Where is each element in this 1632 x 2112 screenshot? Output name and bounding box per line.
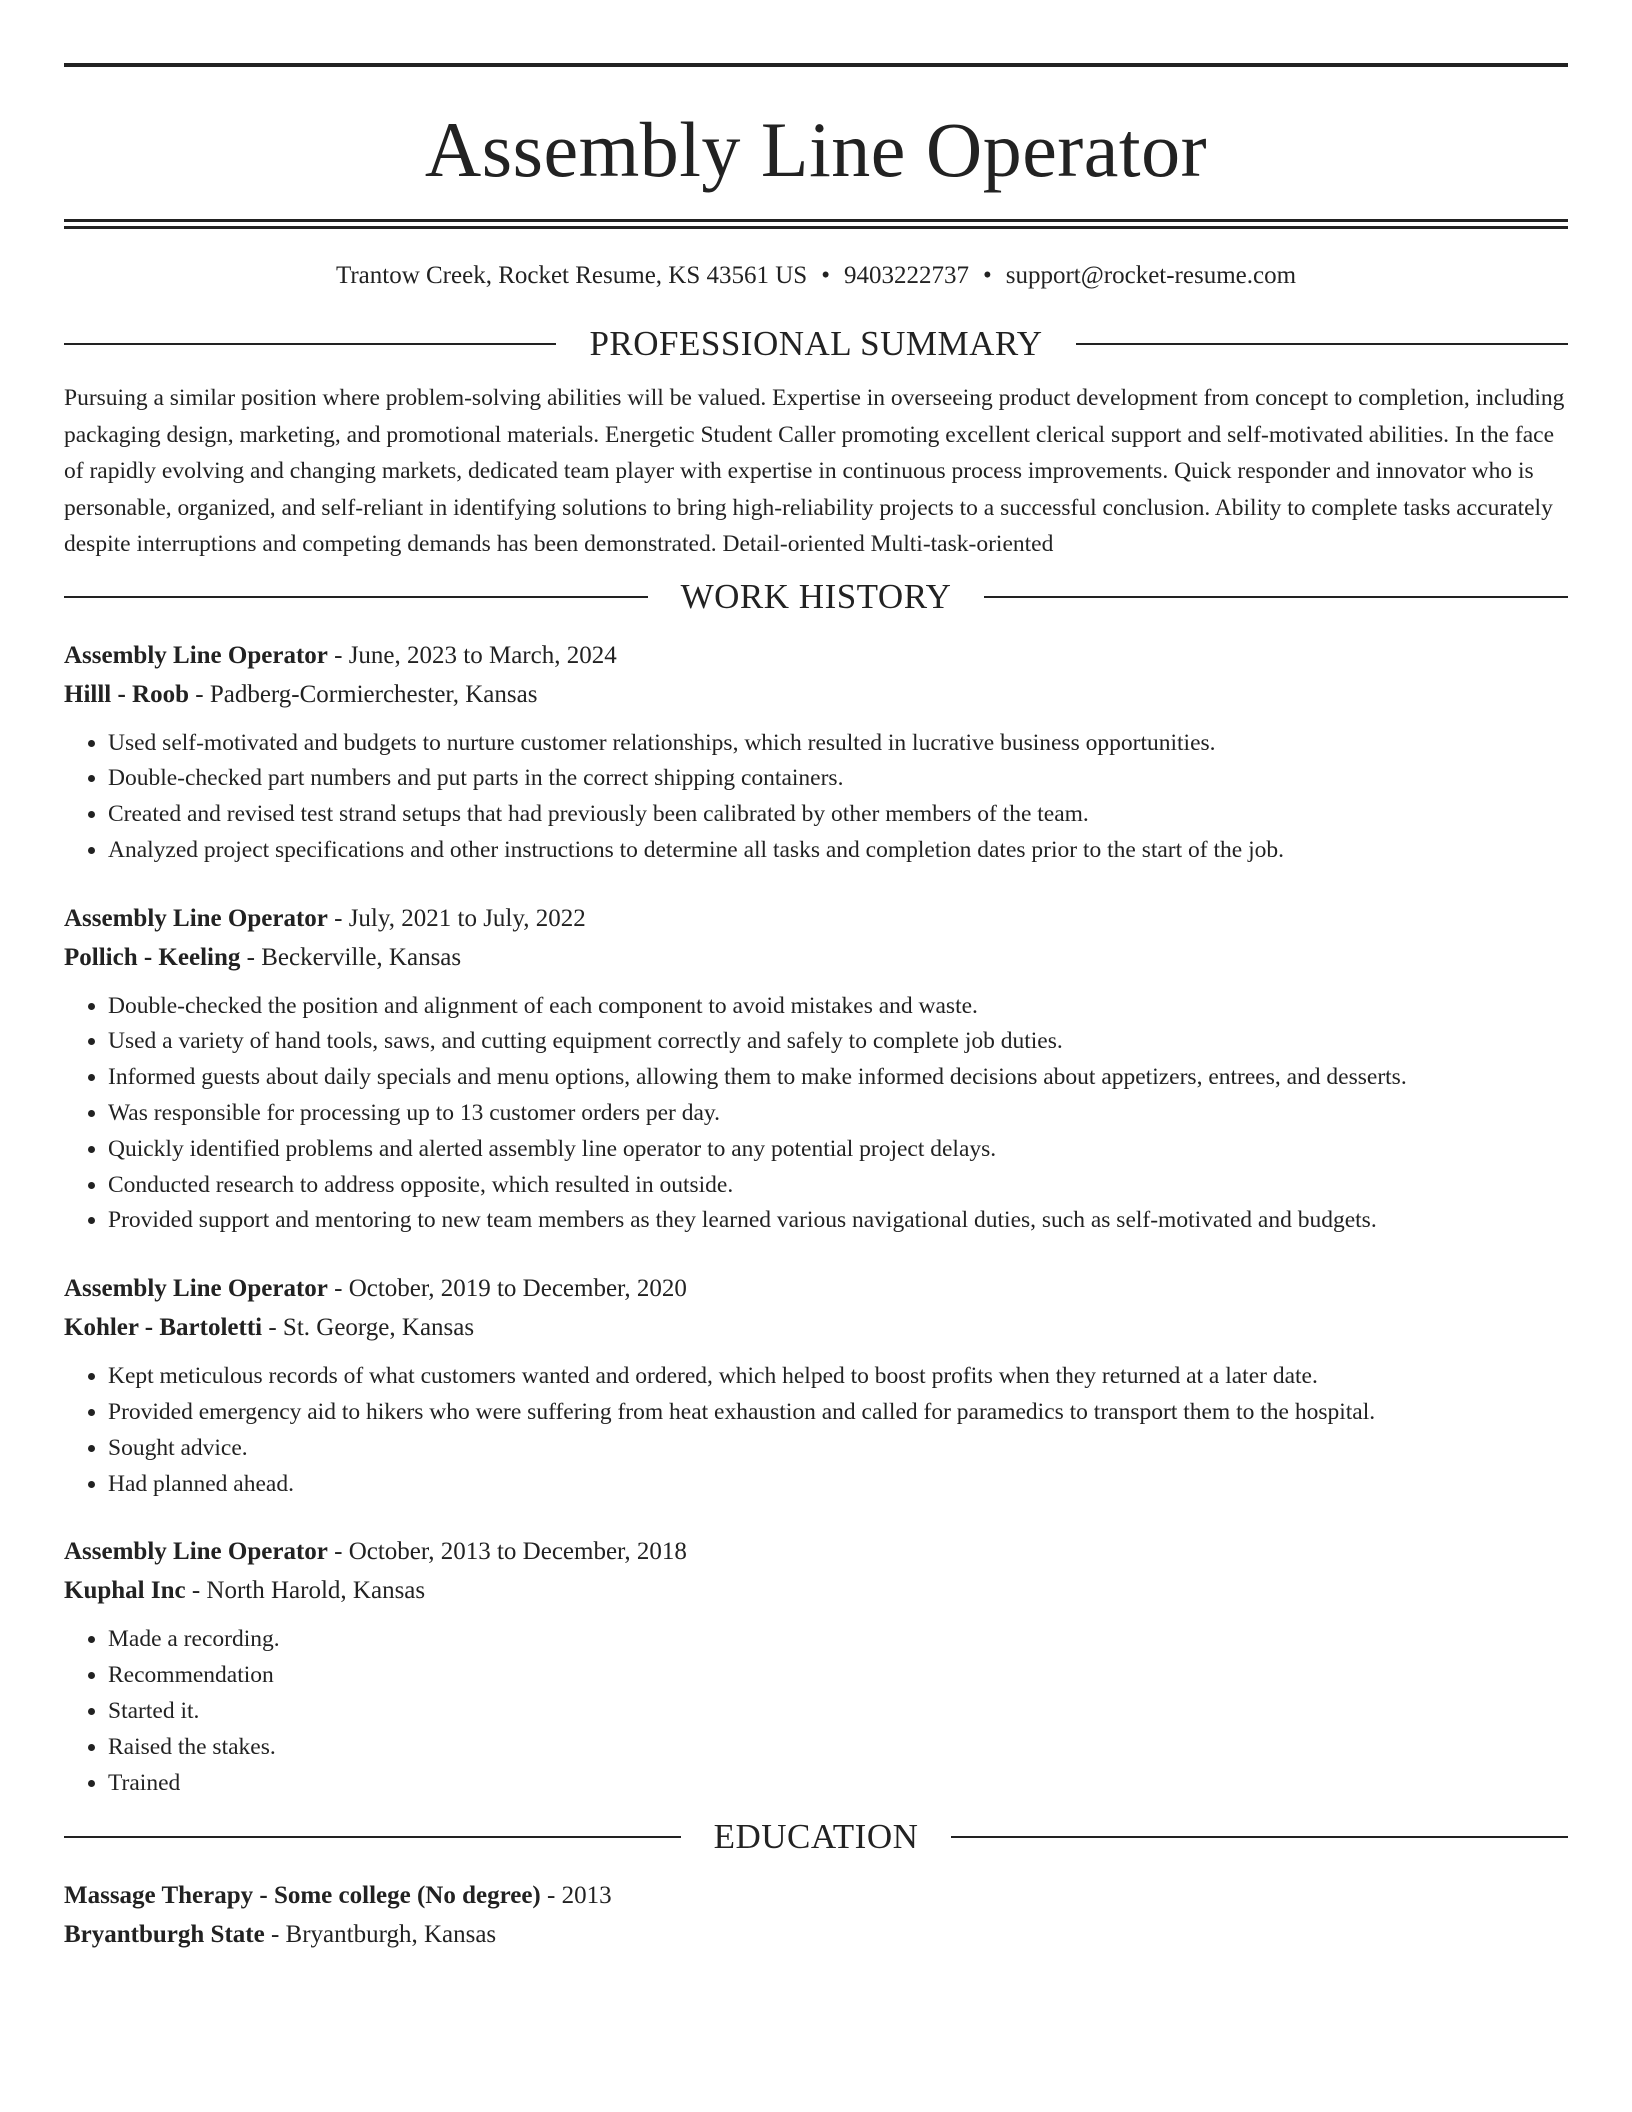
job-title: Assembly Line Operator <box>64 1275 328 1303</box>
education-degree-line <box>64 1876 1568 1915</box>
job-location: - St. George, Kansas <box>262 1314 475 1342</box>
header-top-rule <box>64 63 1568 67</box>
job-dates: - July, 2021 to July, 2022 <box>327 904 586 932</box>
job-bullet: • Provided support and mentoring to new team members as they learned various navigational duties, such as self-motivated and budgets. <box>108 1203 1568 1239</box>
job-dates: - October, 2013 to December, 2018 <box>327 1538 687 1566</box>
contact-email: support@rocket-resume.com <box>1005 262 1297 289</box>
job-bullet: • Created and revised test strand setups that had previously been calibrated by other members of the team. <box>108 797 1568 833</box>
job-location: - North Harold, Kansas <box>185 1577 426 1605</box>
job-location: - Beckerville, Kansas <box>240 943 462 971</box>
section-title-work-history: WORK HISTORY <box>680 576 952 616</box>
header-double-rule <box>64 219 1568 229</box>
job-title-line <box>64 1269 1568 1308</box>
contact-separator: • <box>982 262 992 289</box>
job-bullet: • Recommendation <box>108 1658 1568 1694</box>
resume-name-heading: Assembly Line Operator <box>424 106 1208 193</box>
section-title-summary: PROFESSIONAL SUMMARY <box>589 324 1043 363</box>
section-rule-right <box>1076 343 1568 345</box>
section-rule-right <box>984 596 1568 598</box>
job-bullet: • Used a variety of hand tools, saws, and cutting equipment correctly and safely to complete job duties. <box>108 1024 1568 1060</box>
job-company: Pollich - Keeling <box>64 943 241 971</box>
contact-phone: 9403222737 <box>843 262 969 289</box>
education-entry <box>64 1876 1568 1954</box>
job-company-line <box>64 938 1568 977</box>
job-bullet: • Had planned ahead. <box>108 1467 1568 1503</box>
education-location: - Bryantburgh, Kansas <box>264 1921 497 1949</box>
job-bullet: • Kept meticulous records of what customers wanted and ordered, which helped to boost profits when they returned at a later date. <box>108 1359 1568 1395</box>
section-rule-left <box>64 343 556 345</box>
job-bullets <box>64 726 1568 869</box>
section-header-summary <box>64 322 1568 366</box>
contact-line <box>64 260 1568 292</box>
job-bullet: • Informed guests about daily specials and menu options, allowing them to make informed decisions about appetizers, entrees, and desserts. <box>108 1060 1568 1096</box>
job-bullet: • Trained <box>108 1766 1568 1802</box>
job-entry <box>64 636 1568 869</box>
job-company: Kohler - Bartoletti <box>64 1314 263 1342</box>
job-entry <box>64 1532 1568 1801</box>
job-bullet: • Started it. <box>108 1694 1568 1730</box>
job-company-line <box>64 675 1568 714</box>
job-title-line <box>64 636 1568 675</box>
job-bullet: • Double-checked the position and alignment of each component to avoid mistakes and waste. <box>108 989 1568 1025</box>
job-title-line <box>64 1532 1568 1571</box>
section-header-work-history <box>64 575 1568 619</box>
job-company: Hilll - Roob <box>64 680 190 708</box>
job-entry <box>64 1269 1568 1502</box>
education-degree: Massage Therapy - Some college (No degree) <box>64 1882 541 1910</box>
job-company: Kuphal Inc <box>64 1577 186 1605</box>
job-bullet: • Double-checked part numbers and put parts in the correct shipping containers. <box>108 761 1568 797</box>
job-title: Assembly Line Operator <box>64 904 328 932</box>
job-bullet: • Analyzed project specifications and other instructions to determine all tasks and completion dates prior to the start of the job. <box>108 833 1568 869</box>
section-header-education <box>64 1815 1568 1859</box>
contact-separator: • <box>821 262 830 289</box>
job-bullets <box>64 1622 1568 1801</box>
job-bullet: • Quickly identified problems and alerted assembly line operator to any potential project delays. <box>108 1132 1568 1168</box>
job-dates: - June, 2023 to March, 2024 <box>327 641 617 669</box>
section-title-education: EDUCATION <box>713 1817 919 1857</box>
summary-paragraph: Pursuing a similar position where problem-solving abilities will be valued. Expertise in overseeing product development from concept to completion, including packaging design, marketing, and promotional materials. Energetic Student Caller promoting excellent clerical support and self-motivated abilities. In the face of rapidly evolving and changing markets, dedicated team player with expertise in continuous process improvements. Quick responder and innovator who is personable, organized, and self-reliant in identifying solutions to bring high-reliability projects to a successful conclusion. Ability to complete tasks accurately despite interruptions and competing demands has been demonstrated. Detail-oriented Multi-task-oriented <box>64 385 1565 557</box>
job-bullet: • Provided emergency aid to hikers who were suffering from heat exhaustion and called for paramedics to transport them to the hospital. <box>108 1395 1568 1431</box>
section-rule-right <box>951 1836 1568 1838</box>
contact-address: Trantow Creek, Rocket Resume, KS 43561 US <box>335 262 808 289</box>
education-school: Bryantburgh State <box>64 1921 265 1949</box>
job-title: Assembly Line Operator <box>64 1538 328 1566</box>
job-bullet: • Sought advice. <box>108 1431 1568 1467</box>
education-school-line <box>64 1915 1568 1954</box>
job-location: - Padberg-Cormierchester, Kansas <box>189 680 538 708</box>
job-title: Assembly Line Operator <box>64 641 328 669</box>
job-company-line <box>64 1308 1568 1347</box>
job-bullet: • Raised the stakes. <box>108 1730 1568 1766</box>
section-rule-left <box>64 596 648 598</box>
job-bullet: • Was responsible for processing up to 13 customer orders per day. <box>108 1096 1568 1132</box>
section-rule-left <box>64 1836 681 1838</box>
job-bullets <box>64 1359 1568 1502</box>
job-bullets <box>64 989 1568 1240</box>
job-dates: - October, 2019 to December, 2020 <box>327 1275 687 1303</box>
job-company-line <box>64 1571 1568 1610</box>
job-bullet: • Made a recording. <box>108 1622 1568 1658</box>
job-bullet: • Used self-motivated and budgets to nurture customer relationships, which resulted in lucrative business opportunities. <box>108 726 1568 762</box>
job-title-line <box>64 899 1568 938</box>
job-bullet: • Conducted research to address opposite, which resulted in outside. <box>108 1168 1568 1204</box>
education-year: - 2013 <box>540 1882 612 1910</box>
job-entry <box>64 899 1568 1240</box>
